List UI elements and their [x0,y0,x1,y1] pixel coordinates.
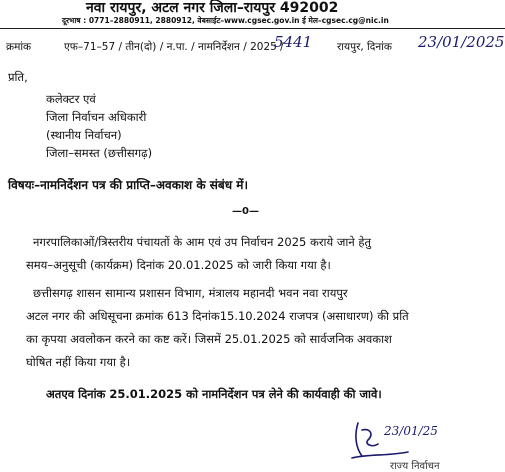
conclusion-line: अतएव दिनांक 25.01.2025 को नामनिर्देशन पत्र लेने की कार्यवाही की जावे। [46,387,382,401]
subject-line: विषयः–नामनिर्देशन पत्र की प्राप्ति–अवकाश के संबंध में। [8,178,249,192]
recipient-line: कलेक्टर एवं [46,92,96,106]
recipient-line: (स्थानीय निर्वाचन) [46,128,122,142]
reference-prefix: क्रमांक [6,41,32,53]
recipient-line: जिला निर्वाचन अधिकारी [46,110,147,124]
handwritten-dispatch-number: 5441 [274,33,313,51]
contact-details: दूरभाष : 0771–2880911, 2880912, वेबसाईट–www.cgsec.gov.in ई मेल–cgsec.cg@nic.in [62,16,389,25]
handwritten-date: 23/01/2025 [418,33,505,51]
paragraph-line: नगरपालिकाओं/त्रिस्तरीय पंचायतों के आम एवं उप निर्वाचन 2025 कराये जाने हेतु [33,235,372,249]
recipient-line: जिला–समस्त (छत्तीसगढ़) [46,146,153,160]
section-separator: —0— [232,206,259,217]
paragraph-line: का कृपया अवलोकन करने का कष्ट करें। जिसमें 25.01.2025 को सार्वजनिक अवकाश [26,332,392,346]
office-address: नवा रायपुर, अटल नगर जिला–रायपुर 492002 [86,0,339,16]
paragraph-line: घोषित नहीं किया गया है। [26,355,131,369]
place-date-label: रायपुर, दिनांक [337,41,392,53]
header-divider [0,28,505,29]
signature-date: 23/01/25 [384,424,438,438]
paragraph-line: छत्तीसगढ़ शासन सामान्य प्रशासन विभाग, मंत्रालय महानदी भवन नवा रायपुर [33,286,348,300]
reference-number: एफ–71–57 / तीन(दो) / न.पा. / नामनिर्देशन / 2025 / [64,41,284,53]
paragraph-line: अटल नगर की अधिसूचना क्रमांक 613 दिनांक15.10.2024 राजपत्र (असाधारण) की प्रति [26,309,409,323]
signatory-title: राज्य निर्वाचन [390,461,440,472]
paragraph-line: समय–अनुसूची (कार्यक्रम) दिनांक 20.01.2025 को जारी किया गया है। [26,258,331,272]
salutation: प्रति, [8,70,28,84]
